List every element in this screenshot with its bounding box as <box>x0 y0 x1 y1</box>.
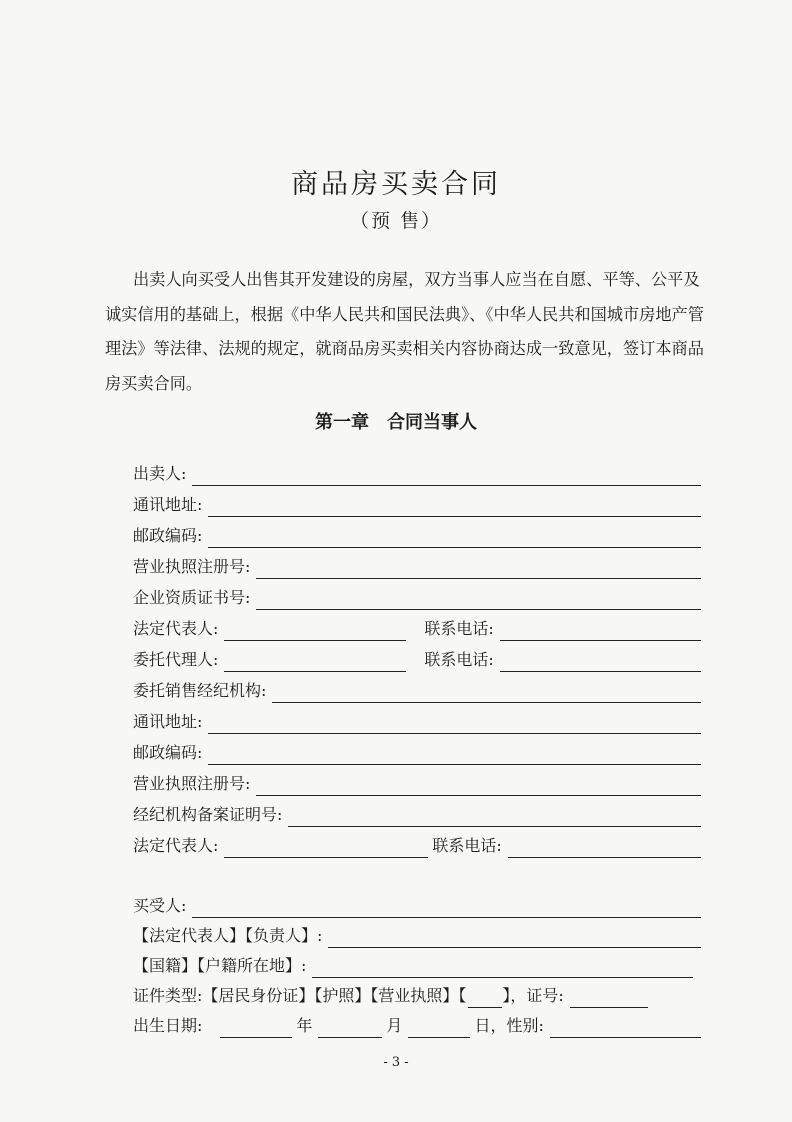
seller-row <box>133 460 701 486</box>
seller-field[interactable] <box>192 465 701 486</box>
month-label: 月 <box>386 1016 403 1035</box>
buyer-label: 买受人: <box>133 896 187 915</box>
nationality-field[interactable] <box>312 957 693 978</box>
id-number-field[interactable] <box>570 987 648 1008</box>
birth-month-field[interactable] <box>318 1017 382 1038</box>
phone-label: 联系电话: <box>424 619 494 638</box>
broker-record-label: 经纪机构备案证明号: <box>133 805 283 824</box>
seller-label: 出卖人: <box>133 464 187 483</box>
nationality-label: 【国籍】【户籍所在地】: <box>133 956 307 975</box>
intro-line: 理法》等法律、法规的规定，就商品房买卖相关内容协商达成一致意见，签订本商品 <box>105 339 704 358</box>
postcode-field[interactable] <box>208 527 701 548</box>
intro-line: 出卖人向买受人出售其开发建设的房屋，双方当事人应当在自愿、平等、公平及 <box>133 270 700 289</box>
buyer-rep-row <box>133 922 701 948</box>
intro-line: 房买卖合同。 <box>105 373 203 393</box>
broker-address-row <box>133 708 701 734</box>
chapter-heading: 第一章 合同当事人 <box>315 412 477 433</box>
broker-record-field[interactable] <box>288 806 701 827</box>
license-field[interactable] <box>256 558 701 579</box>
buyer-birth-row <box>133 1012 701 1038</box>
id-type-close: 】，证号: <box>502 986 564 1005</box>
buyer-field[interactable] <box>192 897 701 918</box>
legal-rep-field[interactable] <box>224 620 406 641</box>
postcode-label: 邮政编码: <box>133 526 203 545</box>
document-subtitle: （预 售） <box>349 210 443 232</box>
id-type-label: 证件类型:【居民身份证】【护照】【营业执照】【 <box>133 986 467 1005</box>
broker-address-label: 通讯地址: <box>133 712 203 731</box>
buyer-row <box>133 892 701 918</box>
buyer-nationality-row <box>133 952 693 978</box>
id-type-other-field[interactable] <box>468 987 502 1008</box>
birth-label: 出生日期: <box>133 1016 203 1035</box>
seller-qualification-row <box>133 584 701 610</box>
birth-day-field[interactable] <box>408 1017 470 1038</box>
broker-label: 委托销售经纪机构: <box>133 681 267 700</box>
broker-postcode-label: 邮政编码: <box>133 743 203 762</box>
agent-label: 委托代理人: <box>133 650 219 669</box>
year-label: 年 <box>296 1016 313 1035</box>
broker-phone-label: 联系电话: <box>432 836 502 855</box>
broker-row <box>133 677 701 703</box>
license-label: 营业执照注册号: <box>133 557 251 576</box>
rep-label: 【法定代表人】【负责人】: <box>133 926 323 945</box>
seller-legal-rep-row <box>133 615 701 641</box>
seller-license-row <box>133 553 701 579</box>
phone2-field[interactable] <box>500 651 701 672</box>
seller-agent-row <box>133 646 701 672</box>
broker-record-row <box>133 801 701 827</box>
seller-postcode-row <box>133 522 701 548</box>
broker-legal-rep-row <box>133 832 701 858</box>
broker-postcode-field[interactable] <box>208 744 701 765</box>
intro-line: 诚实信用的基础上，根据《中华人民共和国民法典》、《中华人民共和国城市房地产管 <box>105 304 704 324</box>
broker-legal-rep-label: 法定代表人: <box>133 836 219 855</box>
broker-license-label: 营业执照注册号: <box>133 774 251 793</box>
broker-phone-field[interactable] <box>508 837 701 858</box>
day-label: 日，性别: <box>474 1016 544 1035</box>
broker-address-field[interactable] <box>208 713 701 734</box>
broker-license-row <box>133 770 701 796</box>
qualification-label: 企业资质证书号: <box>133 588 251 607</box>
qualification-field[interactable] <box>256 589 701 610</box>
broker-license-field[interactable] <box>256 775 701 796</box>
address-field[interactable] <box>208 496 701 517</box>
broker-legal-rep-field[interactable] <box>224 837 428 858</box>
rep-field[interactable] <box>328 927 701 948</box>
broker-field[interactable] <box>272 682 701 703</box>
intro-paragraph <box>105 263 704 401</box>
broker-postcode-row <box>133 739 701 765</box>
legal-rep-label: 法定代表人: <box>133 619 219 638</box>
birth-year-field[interactable] <box>220 1017 292 1038</box>
page-number: - 3 - <box>383 1055 409 1070</box>
address-label: 通讯地址: <box>133 495 203 514</box>
seller-address-row <box>133 491 701 517</box>
phone2-label: 联系电话: <box>424 650 494 669</box>
document-title: 商品房买卖合同 <box>291 169 501 200</box>
agent-field[interactable] <box>224 651 406 672</box>
buyer-id-row <box>133 982 701 1008</box>
gender-field[interactable] <box>550 1017 701 1038</box>
phone-field[interactable] <box>500 620 701 641</box>
